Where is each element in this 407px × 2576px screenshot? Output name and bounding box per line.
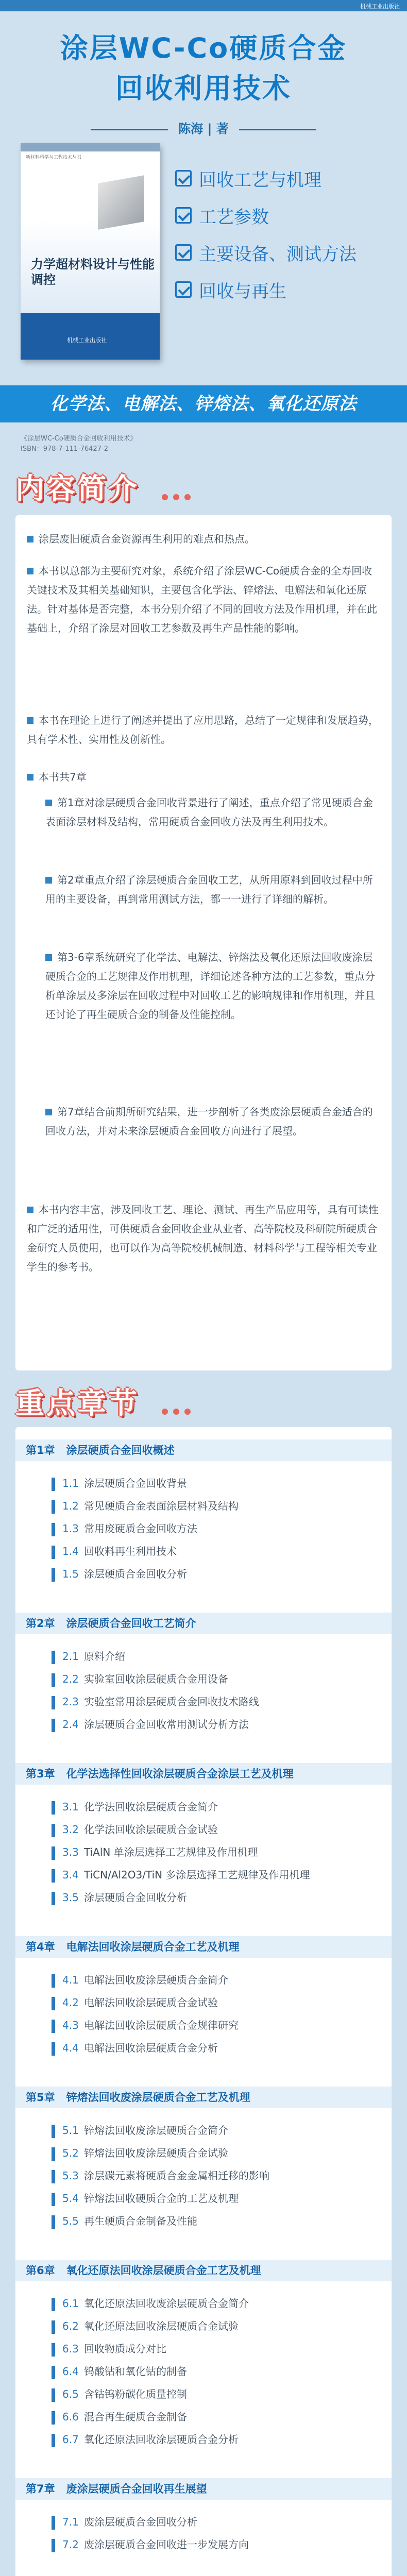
bullet-bar-icon — [52, 2298, 55, 2311]
section-number: 2.2 — [62, 1673, 79, 1685]
chapter-section-item — [52, 1717, 381, 1732]
bullet-square-icon — [27, 536, 33, 543]
section-number: 1.1 — [62, 1477, 79, 1489]
top-bar — [0, 0, 407, 11]
section-title: 锌熔法回收废涂层硬质合金简介 — [84, 2124, 228, 2137]
chapter-section-item — [52, 1521, 381, 1536]
chapter-heading — [15, 1936, 392, 1958]
section-number: 6.4 — [62, 2365, 79, 2378]
section-number: 5.3 — [62, 2170, 79, 2182]
chapter-section-item — [52, 2123, 381, 2138]
section-title: 含钴钨粉碳化质量控制 — [84, 2388, 187, 2400]
section-number: 6.5 — [62, 2388, 79, 2400]
section-number: 6.2 — [62, 2320, 79, 2332]
cover-strip — [21, 143, 160, 151]
section-title: 锌熔法回收硬质合金的工艺及机理 — [84, 2192, 239, 2205]
section-title: 涂层硬质合金回收常用测试分析方法 — [84, 1718, 249, 1731]
section-title: 回收料再生利用技术 — [84, 1545, 177, 1557]
section-number: 4.2 — [62, 1996, 79, 2009]
bullet-bar-icon — [52, 1869, 55, 1883]
feature-item — [175, 197, 392, 234]
heading-dots — [162, 474, 196, 507]
author — [0, 118, 407, 137]
section-title: 混合再生硬质合金制备 — [84, 2411, 187, 2423]
section-title: 电解法回收废涂层硬质合金简介 — [84, 1974, 228, 1986]
bullet-bar-icon — [52, 1824, 55, 1837]
bullet-bar-icon — [52, 2411, 55, 2425]
bullet-bar-icon — [52, 2343, 55, 2357]
section-title: 锌熔法回收废涂层硬质合金试验 — [84, 2147, 228, 2159]
section-number: 1.4 — [62, 1545, 79, 1557]
chapter-section-item — [52, 2296, 381, 2311]
publisher-label: 机械工业出版社 — [360, 3, 400, 10]
bullet-bar-icon — [52, 2366, 55, 2379]
chapter-number: 第4章 — [26, 1941, 55, 1953]
author-name: 陈海 | 著 — [178, 122, 229, 136]
section-title: 氧化还原法回收废涂层硬质合金简介 — [84, 2297, 249, 2310]
bullet-square-icon — [45, 800, 52, 806]
section-title: 电解法回收涂层硬质合金规律研究 — [84, 2019, 239, 2031]
chapters-card — [15, 1427, 392, 2576]
section-title: 实验室回收涂层硬质合金用设备 — [84, 1673, 228, 1685]
bullet-square-icon — [27, 717, 33, 724]
chapter-title: 电解法回收涂层硬质合金工艺及机理 — [66, 1941, 240, 1953]
section-title: 原料介绍 — [84, 1650, 125, 1663]
heading-dots — [162, 1388, 196, 1422]
chapter-title: 涂层硬质合金回收工艺简介 — [66, 1617, 196, 1630]
bullet-bar-icon — [52, 1846, 55, 1860]
section-number: 2.3 — [62, 1696, 79, 1708]
chapter-section-item — [52, 2364, 381, 2379]
chapter-section-item — [52, 2409, 381, 2425]
section-title: TiAlN 单涂层选择工艺规律及作用机理 — [84, 1846, 258, 1858]
section-number: 6.3 — [62, 2343, 79, 2355]
bullet-bar-icon — [52, 1673, 55, 1687]
section-number: 6.7 — [62, 2433, 79, 2446]
chapter-section-item — [52, 1890, 381, 1905]
book-title — [0, 28, 407, 109]
chapter-section-item — [52, 2145, 381, 2161]
chapter-section-item — [52, 2386, 381, 2402]
bullet-bar-icon — [52, 2320, 55, 2334]
chapter-section-item — [52, 2341, 381, 2357]
chapter-section-item — [52, 2537, 381, 2552]
section-number: 1.3 — [62, 1522, 79, 1535]
section-number: 3.2 — [62, 1823, 79, 1836]
bullet-bar-icon — [52, 1719, 55, 1732]
section-title: 钨酸钴和氧化钴的制备 — [84, 2365, 187, 2378]
section-number: 7.1 — [62, 2516, 79, 2528]
bullet-bar-icon — [52, 2170, 55, 2183]
section-title: 再生硬质合金制备及性能 — [84, 2215, 197, 2227]
chapter-number: 第1章 — [26, 1444, 55, 1456]
intro-card — [15, 515, 392, 1370]
bullet-bar-icon — [52, 2434, 55, 2447]
chapter-title: 废涂层硬质合金回收再生展望 — [66, 2483, 207, 2495]
chapter-number: 第6章 — [26, 2264, 55, 2277]
feature-list — [175, 160, 392, 308]
author-divider — [239, 129, 316, 130]
chapter-heading — [15, 2087, 392, 2108]
bullet-bar-icon — [52, 2539, 55, 2552]
section-title: 涂层硬质合金回收分析 — [84, 1891, 187, 1904]
bullet-square-icon — [27, 568, 33, 574]
section-title: 化学法回收涂层硬质合金简介 — [84, 1801, 218, 1813]
section-title: 电解法回收涂层硬质合金分析 — [84, 2042, 218, 2054]
section-title: 涂层硬质合金回收分析 — [84, 1568, 187, 1580]
section-number: 3.1 — [62, 1801, 79, 1813]
chapter-section-item — [52, 1671, 381, 1687]
bullet-bar-icon — [52, 1500, 55, 1514]
chapter-section-item — [52, 2018, 381, 2033]
chapter-section-item — [52, 1566, 381, 1582]
section-title: 涂层硬质合金回收背景 — [84, 1477, 187, 1489]
bullet-bar-icon — [52, 1892, 55, 1905]
section-title: 废涂层硬质合金回收进一步发展方向 — [84, 2538, 249, 2551]
section-number: 5.4 — [62, 2192, 79, 2205]
chapter-section-item — [52, 2168, 381, 2183]
section-number: 2.4 — [62, 1718, 79, 1731]
chapter-number: 第2章 — [26, 1617, 55, 1630]
bullet-square-icon — [45, 877, 52, 884]
section-title: 氧化还原法回收涂层硬质合金试验 — [84, 2320, 239, 2332]
intro-text: 本书以总部为主要研究对象，系统介绍了涂层WC-Co硬质合金的全寿回收关键技术及其相关基础知识，主要包含化学法、锌熔法、电解法和氧化还原法。针对基体是否完整，本书分别介绍了不同的回收方法及作用机理，并在此基础上，介绍了涂层对回收工艺参数及再生产品性能的影响。 — [27, 565, 377, 634]
checkbox-icon — [175, 207, 192, 224]
chapter-section-item — [52, 1498, 381, 1514]
chapter-heading — [15, 2478, 392, 2500]
bullet-bar-icon — [52, 1546, 55, 1559]
checkbox-icon — [175, 281, 192, 298]
section-number: 3.4 — [62, 1869, 79, 1881]
author-divider — [91, 129, 168, 130]
summary-text: 第7章结合前期所研究结果，进一步剖析了各类废涂层硬质合金适合的回收方法，并对未来涂层硬质合金回收方向进行了展望。 — [45, 1106, 373, 1137]
feature-label: 主要设备、测试方法 — [199, 244, 357, 265]
cover-cube-graphic — [98, 175, 144, 230]
section-heading-chapters — [15, 1381, 196, 1427]
section-number: 5.2 — [62, 2147, 79, 2159]
chapter-heading — [15, 1613, 392, 1634]
intro-paragraph — [27, 711, 382, 749]
bullet-bar-icon — [52, 2020, 55, 2033]
bullet-bar-icon — [52, 1568, 55, 1582]
section-number: 3.5 — [62, 1891, 79, 1904]
feature-label: 工艺参数 — [199, 207, 269, 228]
section-title: 常见硬质合金表面涂层材料及结构 — [84, 1500, 239, 1512]
summary-text: 第2章重点介绍了涂层硬质合金回收工艺，从所用原料到回收过程中所用的主要设备，再到常用测试方法，都一一进行了详细的解析。 — [45, 874, 373, 905]
section-title: 废涂层硬质合金回收分析 — [84, 2516, 197, 2528]
feature-item — [175, 271, 392, 308]
cover-title: 力学超材料设计与性能调控 — [31, 257, 155, 287]
bullet-bar-icon — [52, 2042, 55, 2056]
chapter-section-item — [52, 1844, 381, 1860]
section-number: 5.5 — [62, 2215, 79, 2227]
section-number: 1.2 — [62, 1500, 79, 1512]
intro-text: 本书内容丰富，涉及回收工艺、理论、测试、再生产品应用等，具有可读性和广泛的适用性，可供硬质合金回收企业从业者、高等院校及科研院所硬质合金研究人员使用，也可以作为高等院校机械制造、材料科学与工程等相关专业学生的参考书。 — [27, 1204, 379, 1273]
chapter-section-item — [52, 1867, 381, 1883]
section-title: 电解法回收涂层硬质合金试验 — [84, 1996, 218, 2009]
chapter-title: 涂层硬质合金回收概述 — [66, 1444, 175, 1456]
bullet-bar-icon — [52, 1997, 55, 2010]
intro-text: 本书共7章 — [39, 771, 87, 783]
chapter-heading — [15, 1439, 392, 1461]
section-heading-text: 内容简介 — [15, 472, 139, 506]
section-number: 3.3 — [62, 1846, 79, 1858]
section-number: 1.5 — [62, 1568, 79, 1580]
chapter-heading — [15, 1763, 392, 1785]
chapter-summary — [45, 793, 382, 832]
bullet-square-icon — [45, 1109, 52, 1115]
section-heading-text: 重点章节 — [15, 1387, 139, 1420]
bullet-bar-icon — [52, 1974, 55, 1988]
chapter-section-item — [52, 1476, 381, 1491]
book-info — [21, 434, 137, 454]
bullet-bar-icon — [52, 2215, 55, 2229]
chapter-title: 氧化还原法回收涂层硬质合金工艺及机理 — [66, 2264, 261, 2277]
bullet-bar-icon — [52, 1651, 55, 1664]
intro-text: 涂层废旧硬质合金资源再生利用的难点和热点。 — [39, 533, 255, 545]
section-title: 常用废硬质合金回收方法 — [84, 1522, 197, 1535]
bullet-bar-icon — [52, 2388, 55, 2402]
chapter-number: 第7章 — [26, 2483, 55, 2495]
intro-paragraph — [27, 562, 382, 638]
summary-text: 第3-6章系统研究了化学法、电解法、锌熔法及氧化还原法回收废涂层硬质合金的工艺规律及作用机理，详细论述各种方法的工艺参数，重点分析单涂层及多涂层在回收过程中对回收工艺的影响规律和作用机理，并且还讨论了再生硬质合金的制备及性能控制。 — [45, 951, 375, 1021]
bullet-bar-icon — [52, 1523, 55, 1536]
bullet-bar-icon — [52, 2147, 55, 2161]
summary-text: 第1章对涂层硬质合金回收背景进行了阐述，重点介绍了常见硬质合金表面涂层材料及结构，常用硬质合金回收方法及再生利用技术。 — [45, 796, 373, 828]
bullet-bar-icon — [52, 1801, 55, 1815]
bullet-bar-icon — [52, 2125, 55, 2138]
intro-paragraph — [27, 530, 382, 549]
bullet-bar-icon — [52, 1696, 55, 1709]
bullet-bar-icon — [52, 2193, 55, 2206]
section-number: 6.1 — [62, 2297, 79, 2310]
chapter-section-item — [52, 1972, 381, 1988]
chapter-title: 化学法选择性回收涂层硬质合金涂层工艺及机理 — [66, 1768, 294, 1780]
bullet-square-icon — [45, 954, 52, 961]
chapter-section-item — [52, 1694, 381, 1709]
intro-paragraph — [27, 1200, 382, 1277]
intro-paragraph — [27, 768, 382, 787]
section-number: 2.1 — [62, 1650, 79, 1663]
chapter-summary — [45, 1103, 382, 1141]
chapter-section-item — [52, 1799, 381, 1815]
checkbox-icon — [175, 170, 192, 187]
section-title: 化学法回收涂层硬质合金试验 — [84, 1823, 218, 1836]
bullet-bar-icon — [52, 2516, 55, 2530]
cover-publisher: 机械工业出版社 — [67, 337, 107, 344]
feature-label: 回收与再生 — [199, 281, 286, 302]
book-info-title: 《涂层WC-Co硬质合金回收利用技术》 — [21, 435, 137, 443]
section-number: 4.3 — [62, 2019, 79, 2031]
section-title: 涂层碳元素将硬质合金金属相迁移的影响 — [84, 2170, 269, 2182]
bullet-bar-icon — [52, 1478, 55, 1491]
chapter-number: 第5章 — [26, 2091, 55, 2104]
chapter-section-item — [52, 1649, 381, 1664]
bullet-square-icon — [27, 774, 33, 781]
chapter-section-item — [52, 2191, 381, 2206]
chapter-section-item — [52, 1822, 381, 1837]
feature-item — [175, 234, 392, 271]
section-number: 6.6 — [62, 2411, 79, 2423]
chapter-section-item — [52, 2432, 381, 2447]
chapter-number: 第3章 — [26, 1768, 55, 1780]
title-line-1: 涂层WC-Co硬质合金 — [60, 32, 347, 64]
chapter-section-item — [52, 1544, 381, 1559]
book-cover-image — [21, 143, 160, 360]
methods-banner: 化学法、电解法、锌熔法、氧化还原法 — [0, 385, 407, 422]
section-title: TiCN/Al2O3/TiN 多涂层选择工艺规律及作用机理 — [84, 1869, 310, 1881]
chapter-section-item — [52, 1995, 381, 2010]
chapter-section-item — [52, 2040, 381, 2056]
section-number: 5.1 — [62, 2124, 79, 2137]
chapter-section-item — [52, 2514, 381, 2530]
chapter-summary — [45, 948, 382, 1024]
chapter-heading — [15, 2260, 392, 2281]
chapter-section-item — [52, 2318, 381, 2334]
chapter-summary — [45, 871, 382, 909]
book-isbn: ISBN：978-7-111-76427-2 — [21, 445, 109, 453]
title-line-2: 回收利用技术 — [115, 72, 292, 105]
section-heading-intro — [15, 466, 196, 513]
checkbox-icon — [175, 244, 192, 261]
section-number: 7.2 — [62, 2538, 79, 2551]
cover-series: 新材料科学与工程技术丛书 — [26, 155, 82, 160]
feature-label: 回收工艺与机理 — [199, 170, 321, 191]
bullet-square-icon — [27, 1207, 33, 1213]
section-title: 氧化还原法回收涂层硬质合金分析 — [84, 2433, 239, 2446]
intro-text: 本书在理论上进行了阐述并提出了应用思路，总结了一定规律和发展趋势，具有学术性、实用性及创新性。 — [27, 714, 379, 745]
chapter-title: 锌熔法回收废涂层硬质合金工艺及机理 — [66, 2091, 250, 2104]
section-title: 实验室常用涂层硬质合金回收技术路线 — [84, 1696, 259, 1708]
section-title: 回收物质成分对比 — [84, 2343, 166, 2355]
section-number: 4.1 — [62, 1974, 79, 1986]
chapter-section-item — [52, 2213, 381, 2229]
feature-item — [175, 160, 392, 197]
section-number: 4.4 — [62, 2042, 79, 2054]
